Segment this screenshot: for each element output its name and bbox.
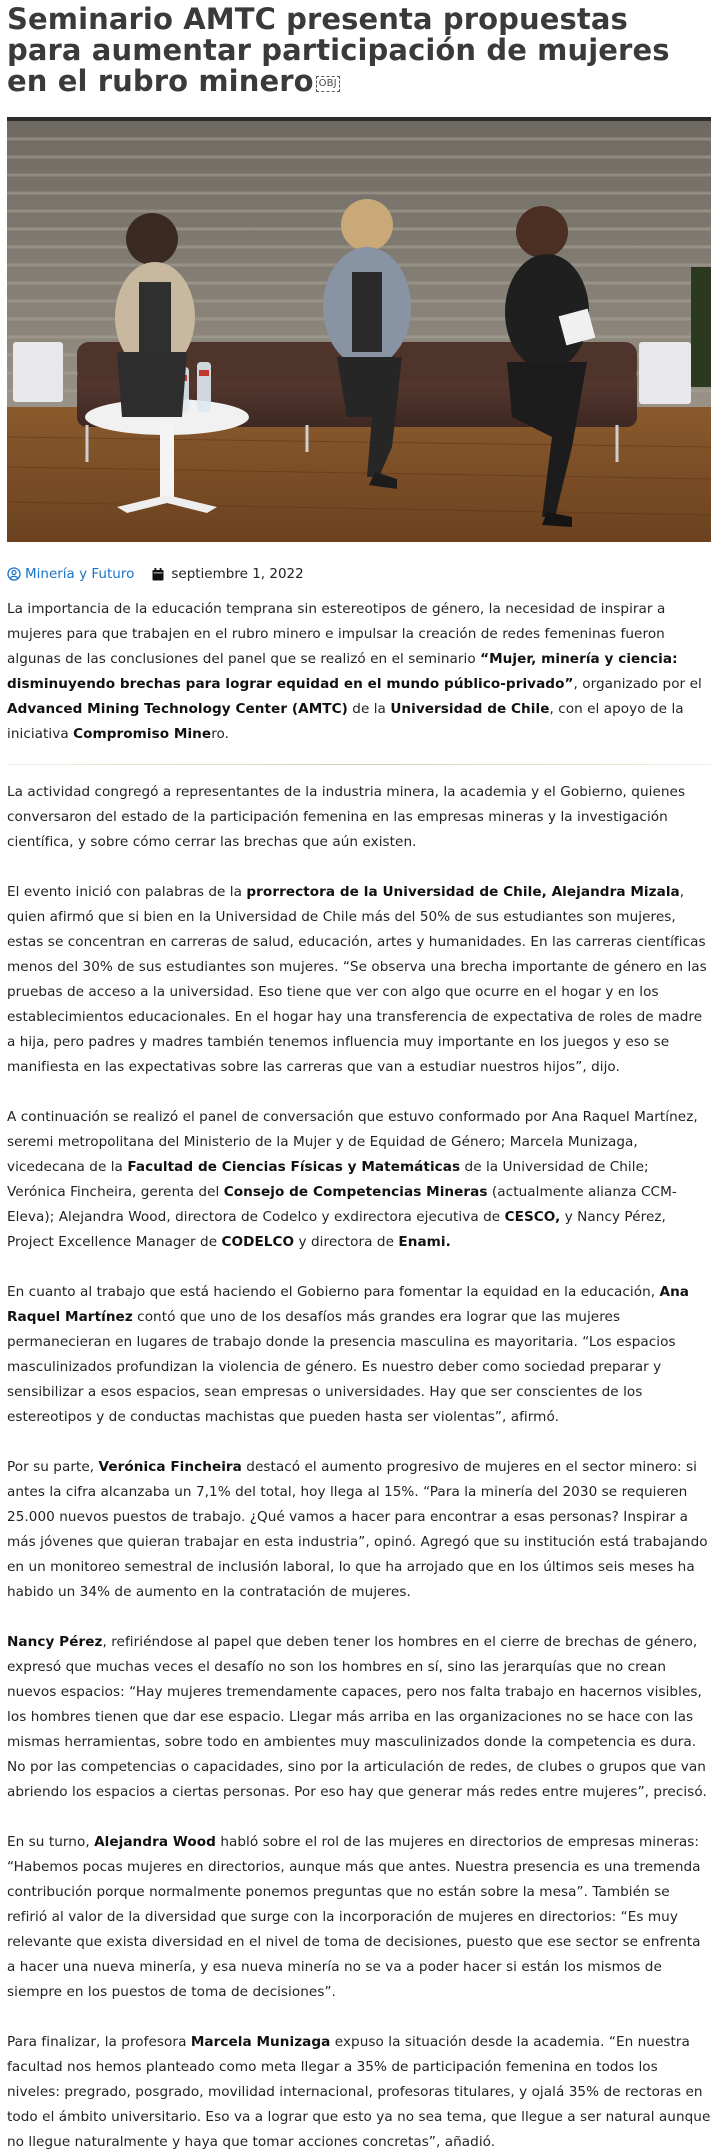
object-replacement-glyph: OBJ	[316, 76, 340, 92]
paragraph-6: Por su parte, Verónica Fincheira destacó el aumento progresivo de mujeres en el sector minero: si antes la cifra alcanzaba un 7,1% del total, hoy llega al 15%. “Para la minería del 2030 se requieren 25.000 nuevos puestos de trabajo. ¿Qué vamos a hacer para encontrar a esas personas? Inspirar a más jóvenes que quieran trabajar en esta industria”, opinó. Agregó que su institución está trabajando en un monitoreo semestral de inclusión laboral, lo que ha arrojado que en los últimos seis meses ha habido un 34% de aumento en la contratación de mujeres.	[7, 1459, 708, 1600]
calendar-icon	[152, 568, 164, 581]
divider-line	[7, 764, 711, 765]
article-title-text: Seminario AMTC presenta propuestas para aumentar participación de mujeres en el rubro minero	[7, 2, 670, 98]
post-date	[152, 566, 303, 582]
category-link[interactable]	[7, 566, 134, 582]
paragraph-8: En su turno, Alejandra Wood habló sobre el rol de las mujeres en directorios de empresas mineras: “Habemos pocas mujeres en directorios, aunque más que antes. Nuestra presencia es una tremenda contribución porque normalmente ponemos preguntas que no están sobre la mesa”. También se refirió al valor de la diversidad que surge con la incorporación de mujeres en directorios: “Es muy relevante que exista diversidad en el nivel de toma de decisiones, puesto que ese sector se enfrenta a hacer una nueva minería, y esa nueva minería no se va a poder hacer si están los mismos de siempre en los puestos de toma de decisiones”.	[7, 1834, 701, 2000]
article-title	[7, 0, 711, 97]
panel-photo-illustration	[7, 117, 711, 542]
paragraph-5: En cuanto al trabajo que está haciendo el Gobierno para fomentar la equidad en la educación, Ana Raquel Martínez contó que uno de los desafíos más grandes era lograr que las mujeres permanecieran en lugares de trabajo donde la presencia masculina es mayoritaria. “Los espacios masculinizados profundizan la violencia de género. Es nuestro deber como sociedad preparar y sensibilizar a esos espacios, sean empresas o universidades. Hay que ser conscientes de los estereotipos y de conductas machistas que pueden hasta ser violentas”, afirmó.	[7, 1284, 690, 1425]
paragraph-7: Nancy Pérez, refiriéndose al papel que deben tener los hombres en el cierre de brechas de género, expresó que muchas veces el desafío no son los hombres en sí, sino las jerarquías que no crean nuevos espacios: “Hay mujeres tremendamente capaces, pero nos falta trabajo en hacernos visibles, los hombres tienen que dar ese espacio. Llegar más arriba en las organizaciones no se hace con las mismas herramientas, sobre todo en ambientes muy masculinizados donde la competencia es dura. No por las competencias o capacidades, sino por la articulación de redes, de clubes o grupos que van abriendo los espacios a ciertas personas. Por eso hay que generar más redes entre mujeres”, precisó.	[7, 1634, 707, 1800]
post-date-text: septiembre 1, 2022	[171, 566, 304, 582]
user-circle-icon	[7, 567, 21, 581]
paragraph-2: La actividad congregó a representantes de la industria minera, la academia y el Gobierno, quienes conversaron del estado de la participación femenina en las empresas mineras y la investigación científica, y sobre cómo cerrar las brechas que aún existen.	[7, 784, 686, 850]
post-meta	[7, 565, 711, 583]
paragraph-9: Para finalizar, la profesora Marcela Munizaga expuso la situación desde la academia. “En nuestra facultad nos hemos planteado como meta llegar a 35% de participación femenina en todos los niveles: pregrado, posgrado, movilidad internacional, profesoras titulares, y ojalá 35% de rectoras en todo el ámbito universitario. Eso va a lograr que esto ya no sea tema, que llegue a ser natural aunque no llegue naturalmente y haya que tomar acciones concretas”, añadió.	[7, 2034, 711, 2150]
article-body	[7, 597, 711, 2155]
featured-photo	[7, 117, 711, 542]
paragraph-intro: La importancia de la educación temprana sin estereotipos de género, la necesidad de inspirar a mujeres para que trabajen en el rubro minero e impulsar la creación de redes femeninas fueron algunas de las conclusiones del panel que se realizó en el seminario “Mujer, minería y ciencia: disminuyendo brechas para lograr equidad en el mundo público-privado”, organizado por el Advanced Mining Technology Center (AMTC) de la Universidad de Chile, con el apoyo de la iniciativa Compromiso Minero.	[7, 601, 702, 742]
category-label: Minería y Futuro	[25, 566, 135, 582]
paragraph-4: A continuación se realizó el panel de conversación que estuvo conformado por Ana Raquel Martínez, seremi metropolitana del Ministerio de la Mujer y de Equidad de Género; Marcela Munizaga, vicedecana de la Facultad de Ciencias Físicas y Matemáticas de la Universidad de Chile; Verónica Fincheira, gerenta del Consejo de Competencias Mineras (actualmente alianza CCM-Eleva); Alejandra Wood, directora de Codelco y exdirectora ejecutiva de CESCO, y Nancy Pérez, Project Excellence Manager de CODELCO y directora de Enami.	[7, 1109, 698, 1250]
paragraph-3: El evento inició con palabras de la prorrectora de la Universidad de Chile, Alejandra Mizala, quien afirmó que si bien en la Universidad de Chile más del 50% de sus estudiantes son mujeres, estas se concentran en carreras de salud, educación, artes y humanidades. En las carreras científicas menos del 30% de sus estudiantes son mujeres. “Se observa una brecha importante de género en las pruebas de acceso a la universidad. Eso tiene que ver con algo que ocurre en el hogar y en los establecimientos educacionales. En el hogar hay una transferencia de expectativa de roles de madre a hija, pero padres y madres también tenemos influencia muy importante en los juegos y eso se manifiesta en las expectativas sobre las carreras que van a estudiar nuestros hijos”, dijo.	[7, 884, 707, 1075]
